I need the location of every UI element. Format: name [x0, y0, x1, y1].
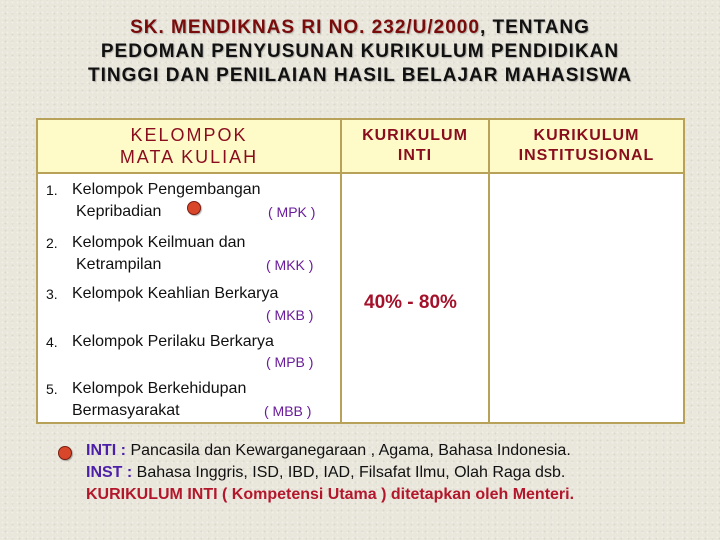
title-decree: SK. MENDIKNAS RI NO. 232/U/2000	[130, 17, 480, 38]
header-inst-line1: KURIKULUM	[533, 127, 640, 144]
row-number: 5.	[46, 381, 58, 397]
row-label-line2: Bermasyarakat	[72, 402, 180, 419]
header-kurikulum-inti	[342, 120, 490, 174]
page-title	[20, 16, 700, 88]
header-inst-line2: INSTITUSIONAL	[518, 147, 655, 164]
column-divider-2	[488, 174, 490, 422]
column-divider-1	[340, 174, 342, 422]
note-inti	[86, 440, 574, 462]
note-inst-key: INST :	[86, 464, 133, 481]
title-tentang: , TENTANG	[479, 17, 590, 38]
header-kelompok	[38, 120, 342, 174]
row-code: ( MKK )	[266, 257, 314, 273]
header-kelompok-line1: KELOMPOK	[130, 125, 248, 145]
bullet-icon	[58, 446, 72, 460]
note-inst	[86, 462, 574, 484]
row-number: 4.	[46, 334, 58, 350]
header-kurikulum-institusional	[490, 120, 683, 174]
row-code: ( MPK )	[268, 204, 316, 220]
row-label-line2: Ketrampilan	[76, 256, 162, 273]
row-number: 2.	[46, 235, 58, 251]
inti-percentage: 40% - 80%	[364, 292, 457, 313]
header-inti-line1: KURIKULUM	[362, 127, 468, 144]
row-code: ( MKB )	[266, 307, 314, 323]
note-inst-value: Bahasa Inggris, ISD, IBD, IAD, Filsafat Ilmu, Olah Raga dsb.	[132, 464, 566, 481]
row-label-line2: Kepribadian	[76, 203, 162, 220]
title-line-3: TINGGI DAN PENILAIAN HASIL BELAJAR MAHASISWA	[87, 65, 632, 86]
header-inti-line2: INTI	[397, 147, 433, 164]
row-number: 1.	[46, 182, 58, 198]
row-label-line1: Kelompok Keilmuan dan	[72, 234, 246, 251]
note-inti-value: Pancasila dan Kewarganegaraan , Agama, Bahasa Indonesia.	[126, 442, 571, 459]
title-line-2: PEDOMAN PENYUSUNAN KURIKULUM PENDIDIKAN	[100, 41, 620, 62]
row-label-line1: Kelompok Keahlian Berkarya	[72, 285, 279, 302]
row-number: 3.	[46, 286, 58, 302]
note-kurikulum-text: KURIKULUM INTI ( Kompetensi Utama ) ditetapkan oleh Menteri.	[86, 486, 575, 503]
curriculum-table	[36, 118, 685, 424]
note-inti-key: INTI :	[86, 442, 126, 459]
title-line-1	[20, 16, 700, 40]
row-label-line1: Kelompok Berkehidupan	[72, 380, 247, 397]
row-code: ( MBB )	[264, 403, 312, 419]
bullet-icon	[187, 201, 201, 215]
header-kelompok-line2: MATA KULIAH	[119, 147, 259, 167]
note-kurikulum-inti	[86, 484, 574, 506]
row-code: ( MPB )	[266, 354, 314, 370]
row-label-line1: Kelompok Perilaku Berkarya	[72, 333, 274, 350]
row-label-line1: Kelompok Pengembangan	[72, 181, 261, 198]
notes	[86, 440, 574, 506]
